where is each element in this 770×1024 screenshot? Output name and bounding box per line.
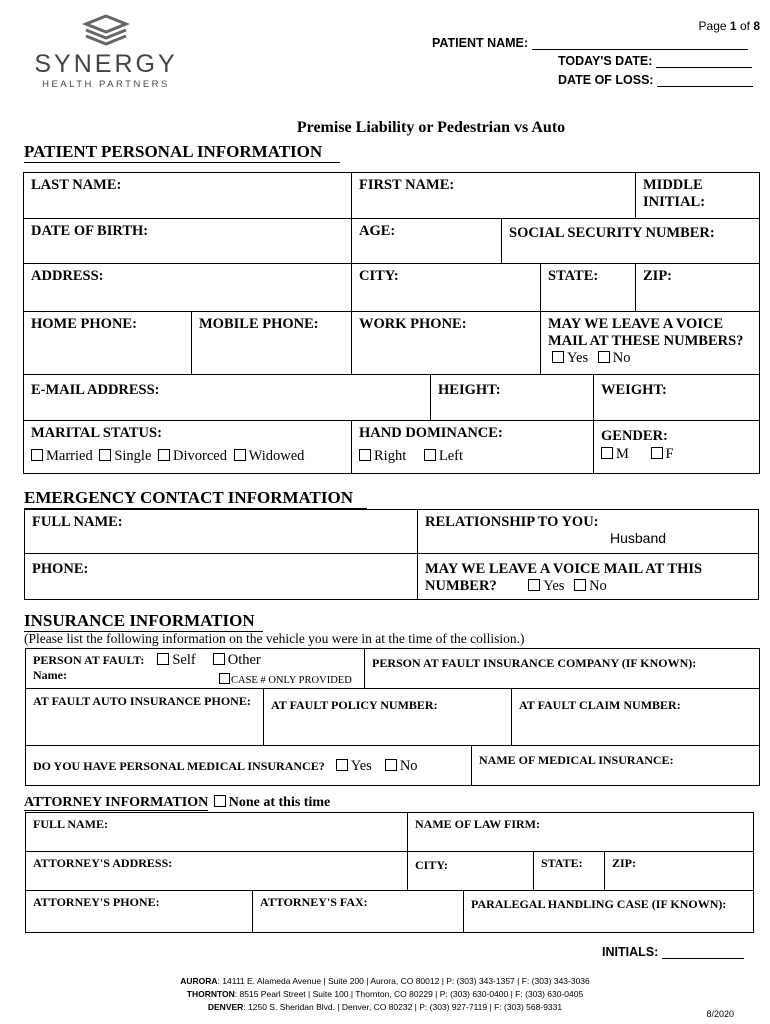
fault-policy-number-field[interactable]: AT FAULT POLICY NUMBER: (263, 688, 512, 746)
fault-self-checkbox[interactable]: Self (157, 652, 195, 668)
attorney-phone-field[interactable]: ATTORNEY'S PHONE: (25, 890, 253, 933)
relationship-value: Husband (610, 530, 667, 546)
patient-name-field[interactable]: PATIENT NAME: (432, 36, 748, 50)
voicemail-no-checkbox[interactable]: No (598, 350, 631, 366)
insurance-note: (Please list the following information on the vehicle you were in at the time of the collision.) (24, 631, 525, 646)
fault-auto-phone-field[interactable]: AT FAULT AUTO INSURANCE PHONE: (25, 688, 264, 746)
address-field[interactable]: ADDRESS: (23, 263, 352, 312)
todays-date-field[interactable]: TODAY'S DATE: (558, 54, 752, 68)
logo-mark-icon (76, 14, 136, 48)
mobile-phone-field[interactable]: MOBILE PHONE: (191, 311, 352, 375)
city-field[interactable]: CITY: (351, 263, 541, 312)
weight-field[interactable]: WEIGHT: (593, 374, 760, 421)
voicemail-question: MAY WE LEAVE A VOICE MAIL AT THESE NUMBERS? Yes No (540, 311, 760, 375)
emergency-phone-field[interactable]: PHONE: (24, 553, 418, 600)
gender-f-checkbox[interactable]: F (651, 446, 674, 462)
date-of-loss-field[interactable]: DATE OF LOSS: (558, 73, 753, 87)
home-phone-field[interactable]: HOME PHONE: (23, 311, 192, 375)
footer-aurora: AURORA: 14111 E. Alameda Avenue | Suite 200 | Aurora, CO 80012 | P: (303) 343-1357 | F: (303) 343-3036 (180, 976, 590, 986)
medical-yes-checkbox[interactable]: Yes (336, 758, 372, 774)
emergency-voicemail-question: MAY WE LEAVE A VOICE MAIL AT THIS NUMBER? Yes No (417, 553, 759, 600)
emergency-voicemail-no-checkbox[interactable]: No (574, 578, 607, 594)
paralegal-field[interactable]: PARALEGAL HANDLING CASE (IF KNOWN): (463, 890, 754, 933)
work-phone-field[interactable]: WORK PHONE: (351, 311, 541, 375)
emergency-section-title: EMERGENCY CONTACT INFORMATION (24, 488, 367, 509)
ssn-field[interactable]: SOCIAL SECURITY NUMBER: (501, 218, 760, 264)
married-checkbox[interactable]: Married (31, 448, 93, 464)
voicemail-yes-checkbox[interactable]: Yes (552, 350, 588, 366)
gender-field: GENDER: M F (593, 420, 760, 474)
insurance-section-title: INSURANCE INFORMATION (24, 611, 263, 632)
case-only-checkbox[interactable]: CASE # ONLY PROVIDED (219, 673, 352, 688)
middle-initial-field[interactable]: MIDDLE INITIAL: (635, 172, 760, 219)
attorney-city-field[interactable]: CITY: (407, 851, 534, 891)
initials-field[interactable]: INITIALS: (602, 945, 744, 959)
form-version: 8/2020 (706, 1009, 734, 1019)
height-field[interactable]: HEIGHT: (430, 374, 594, 421)
attorney-full-name-field[interactable]: FULL NAME: (25, 812, 408, 852)
attorney-none-checkbox[interactable]: None at this time (212, 795, 331, 810)
emergency-voicemail-yes-checkbox[interactable]: Yes (528, 578, 564, 594)
law-firm-field[interactable]: NAME OF LAW FIRM: (407, 812, 754, 852)
dob-field[interactable]: DATE OF BIRTH: (23, 218, 352, 264)
medical-insurance-name-field[interactable]: NAME OF MEDICAL INSURANCE: (471, 745, 760, 786)
first-name-field[interactable]: FIRST NAME: (351, 172, 636, 219)
fault-other-checkbox[interactable]: Other (213, 652, 261, 668)
state-field[interactable]: STATE: (540, 263, 636, 312)
attorney-zip-field[interactable]: ZIP: (604, 851, 754, 891)
widowed-checkbox[interactable]: Widowed (234, 448, 305, 464)
single-checkbox[interactable]: Single (99, 448, 151, 464)
left-hand-checkbox[interactable]: Left (424, 448, 463, 464)
logo-name: SYNERGY (34, 50, 178, 78)
attorney-state-field[interactable]: STATE: (533, 851, 605, 891)
medical-no-checkbox[interactable]: No (385, 758, 418, 774)
attorney-fax-field[interactable]: ATTORNEY'S FAX: (252, 890, 464, 933)
attorney-address-field[interactable]: ATTORNEY'S ADDRESS: (25, 851, 408, 891)
person-at-fault-field: PERSON AT FAULT: Self Other Name: CASE # ONLY PROVIDED (25, 648, 365, 689)
fault-insurance-company-field[interactable]: PERSON AT FAULT INSURANCE COMPANY (IF KNOWN): (364, 648, 760, 689)
fault-claim-number-field[interactable]: AT FAULT CLAIM NUMBER: (511, 688, 760, 746)
gender-m-checkbox[interactable]: M (601, 446, 629, 462)
last-name-field[interactable]: LAST NAME: (23, 172, 352, 219)
zip-field[interactable]: ZIP: (635, 263, 760, 312)
attorney-section-title: ATTORNEY INFORMATION (24, 795, 209, 810)
footer-thornton: THORNTON: 8515 Pearl Street | Suite 100 | Thornton, CO 80229 | P: (303) 630-0400 | F: (303) 630-0405 (186, 989, 584, 999)
divorced-checkbox[interactable]: Divorced (158, 448, 227, 464)
fault-name-label: Name: (33, 668, 67, 682)
emergency-relationship-field[interactable]: RELATIONSHIP TO YOU: Husband (417, 509, 759, 554)
footer-denver: DENVER: 1250 S. Sheridan Blvd. | Denver, CO 80232 | P: (303) 927-7119 | F: (303) 568-9331 (207, 1002, 563, 1012)
email-field[interactable]: E-MAIL ADDRESS: (23, 374, 431, 421)
hand-dominance-field: HAND DOMINANCE: Right Left (351, 420, 594, 474)
marital-status-field: MARITAL STATUS: Married Single Divorced Widowed (23, 420, 352, 474)
company-logo (26, 14, 186, 90)
right-hand-checkbox[interactable]: Right (359, 448, 406, 464)
logo-subtitle: HEALTH PARTNERS (42, 79, 170, 90)
age-field[interactable]: AGE: (351, 218, 502, 264)
personal-medical-question: DO YOU HAVE PERSONAL MEDICAL INSURANCE? Yes No (25, 745, 472, 786)
attorney-section-header (24, 795, 330, 811)
page-indicator: Page 1 of 8 (698, 19, 760, 33)
form-title: Premise Liability or Pedestrian vs Auto (296, 119, 566, 136)
emergency-full-name-field[interactable]: FULL NAME: (24, 509, 418, 554)
personal-section-title: PATIENT PERSONAL INFORMATION (24, 142, 340, 163)
